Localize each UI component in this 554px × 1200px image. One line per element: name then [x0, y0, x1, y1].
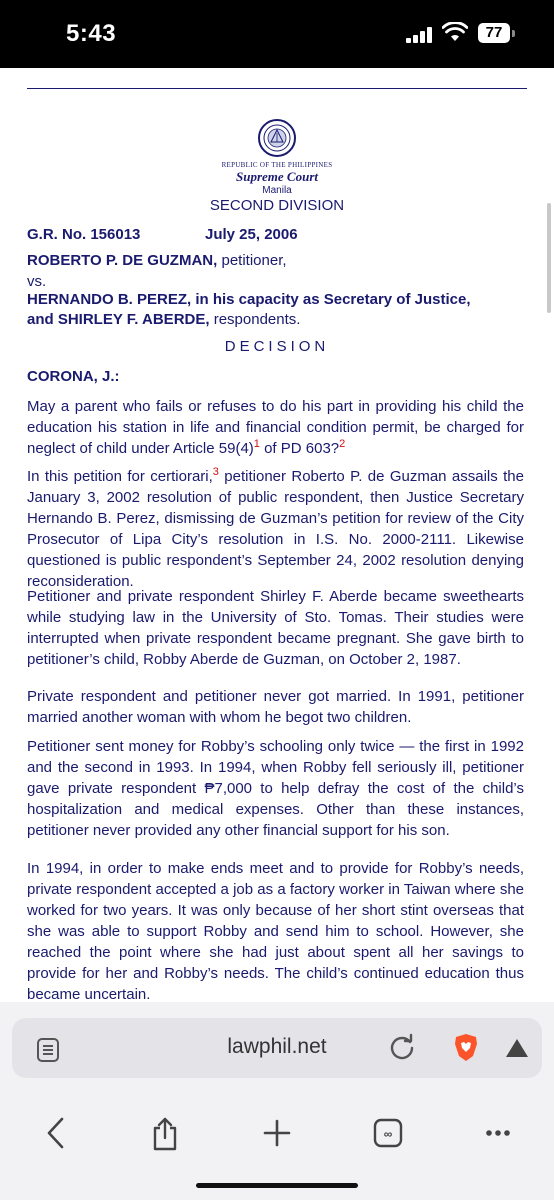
status-bar: [0, 0, 554, 68]
paragraph: [27, 396, 524, 459]
court-name: Supreme Court: [236, 169, 318, 184]
case-number: G.R. No. 156013: [27, 226, 141, 243]
more-options-icon[interactable]: [484, 1116, 512, 1150]
court-city: Manila: [262, 185, 292, 196]
division-label: SECOND DIVISION: [209, 197, 345, 214]
battery-tip: [512, 30, 515, 37]
web-page[interactable]: [0, 68, 554, 1002]
paragraph: In 1994, in order to make ends meet and to provide for Robby’s needs, private respondent accepted a job as a factory worker in Taiwan where she worked for two years. It was only because of her short stint overseas that she was able to support Robby and send him to school. However, she reached the point where she had just about spent all her savings to provide for her and Robby’s needs. The child’s continued education thus became uncertain.: [27, 860, 524, 1002]
paragraph: Petitioner and private respondent Shirley F. Aberde became sweethearts while studying law in the University of Sto. Tomas. Their studies were interrupted when private respondent became pregnant. She gave birth to petitioner’s child, Robby Aberde de Guzman, on October 2, 1987.: [27, 588, 524, 668]
respondent-role: respondents.: [209, 311, 301, 328]
decision-heading: DECISION: [224, 338, 330, 355]
respondent-line-2: [27, 311, 527, 328]
scrollbar[interactable]: [547, 203, 551, 313]
ponente: CORONA, J.:: [27, 368, 120, 385]
paragraph: Petitioner sent money for Robby’s schooling only twice — the first in 1992 and the second in 1993. In 1994, when Robby fell seriously ill, petitioner gave private respondent ₱7,000 to help defray the cost of the child’s hospitalization and medical expenses. Other than these instances, petitioner never provided any other financial support for his son.: [27, 738, 524, 839]
url-text[interactable]: lawphil.net: [227, 1035, 327, 1058]
paragraph-text: petitioner Roberto P. de Guzman assails the January 3, 2002 resolution of public respondent, then Justice Secretary Hernando B. Perez, dismissing de Guzman’s petition for review of the City Prosecutor of Lipa City’s resolution in I.S. No. 2000-2111. Likewise questioned is public respondent’s September 24, 2002 resolution denying reconsideration.: [27, 468, 524, 590]
home-indicator[interactable]: [196, 1183, 358, 1188]
supreme-court-seal-icon: [257, 118, 297, 158]
paragraph: [27, 466, 524, 592]
petitioner-name: ROBERTO P. DE GUZMAN,: [27, 252, 218, 269]
new-tab-icon[interactable]: [262, 1116, 292, 1150]
petitioner-line: [27, 252, 527, 269]
petitioner-role: petitioner,: [217, 252, 287, 269]
respondent-line-1: HERNANDO B. PEREZ, in his capacity as Secretary of Justice,: [27, 291, 471, 308]
tabs-icon[interactable]: [372, 1116, 404, 1150]
footnote-link[interactable]: 3: [212, 466, 219, 478]
cellular-signal-icon: [406, 27, 434, 43]
footnote-link[interactable]: 1: [253, 438, 260, 450]
decision-date: July 25, 2006: [205, 226, 298, 243]
brave-shield-icon[interactable]: [452, 1032, 480, 1062]
versus-label: vs.: [27, 273, 47, 290]
clock: 5:43: [66, 20, 117, 47]
reload-icon[interactable]: [388, 1033, 416, 1061]
republic-label: REPUBLIC OF THE PHILIPPINES: [221, 161, 333, 169]
paragraph: Private respondent and petitioner never got married. In 1991, petitioner married another woman with whom he begot two children.: [27, 688, 524, 726]
paragraph-text: of PD 603?: [259, 440, 340, 457]
back-icon[interactable]: [44, 1116, 68, 1150]
paragraph-text: May a parent who fails or refuses to do his part in providing his child the education his station in life and financial condition permit, be charged for neglect of child under Article 59(4): [27, 398, 524, 457]
svg-text:∞: ∞: [383, 1127, 393, 1141]
respondent-name: and SHIRLEY F. ABERDE,: [27, 311, 210, 328]
brave-rewards-icon[interactable]: [504, 1037, 530, 1059]
divider: [27, 88, 527, 89]
browser-url-bar: [0, 1002, 554, 1102]
paragraph-text: In this petition for certiorari,: [27, 468, 213, 485]
battery-icon: 77: [478, 23, 510, 43]
wifi-icon: [442, 22, 468, 42]
footnote-link[interactable]: 2: [339, 438, 346, 450]
share-icon[interactable]: [150, 1116, 180, 1152]
